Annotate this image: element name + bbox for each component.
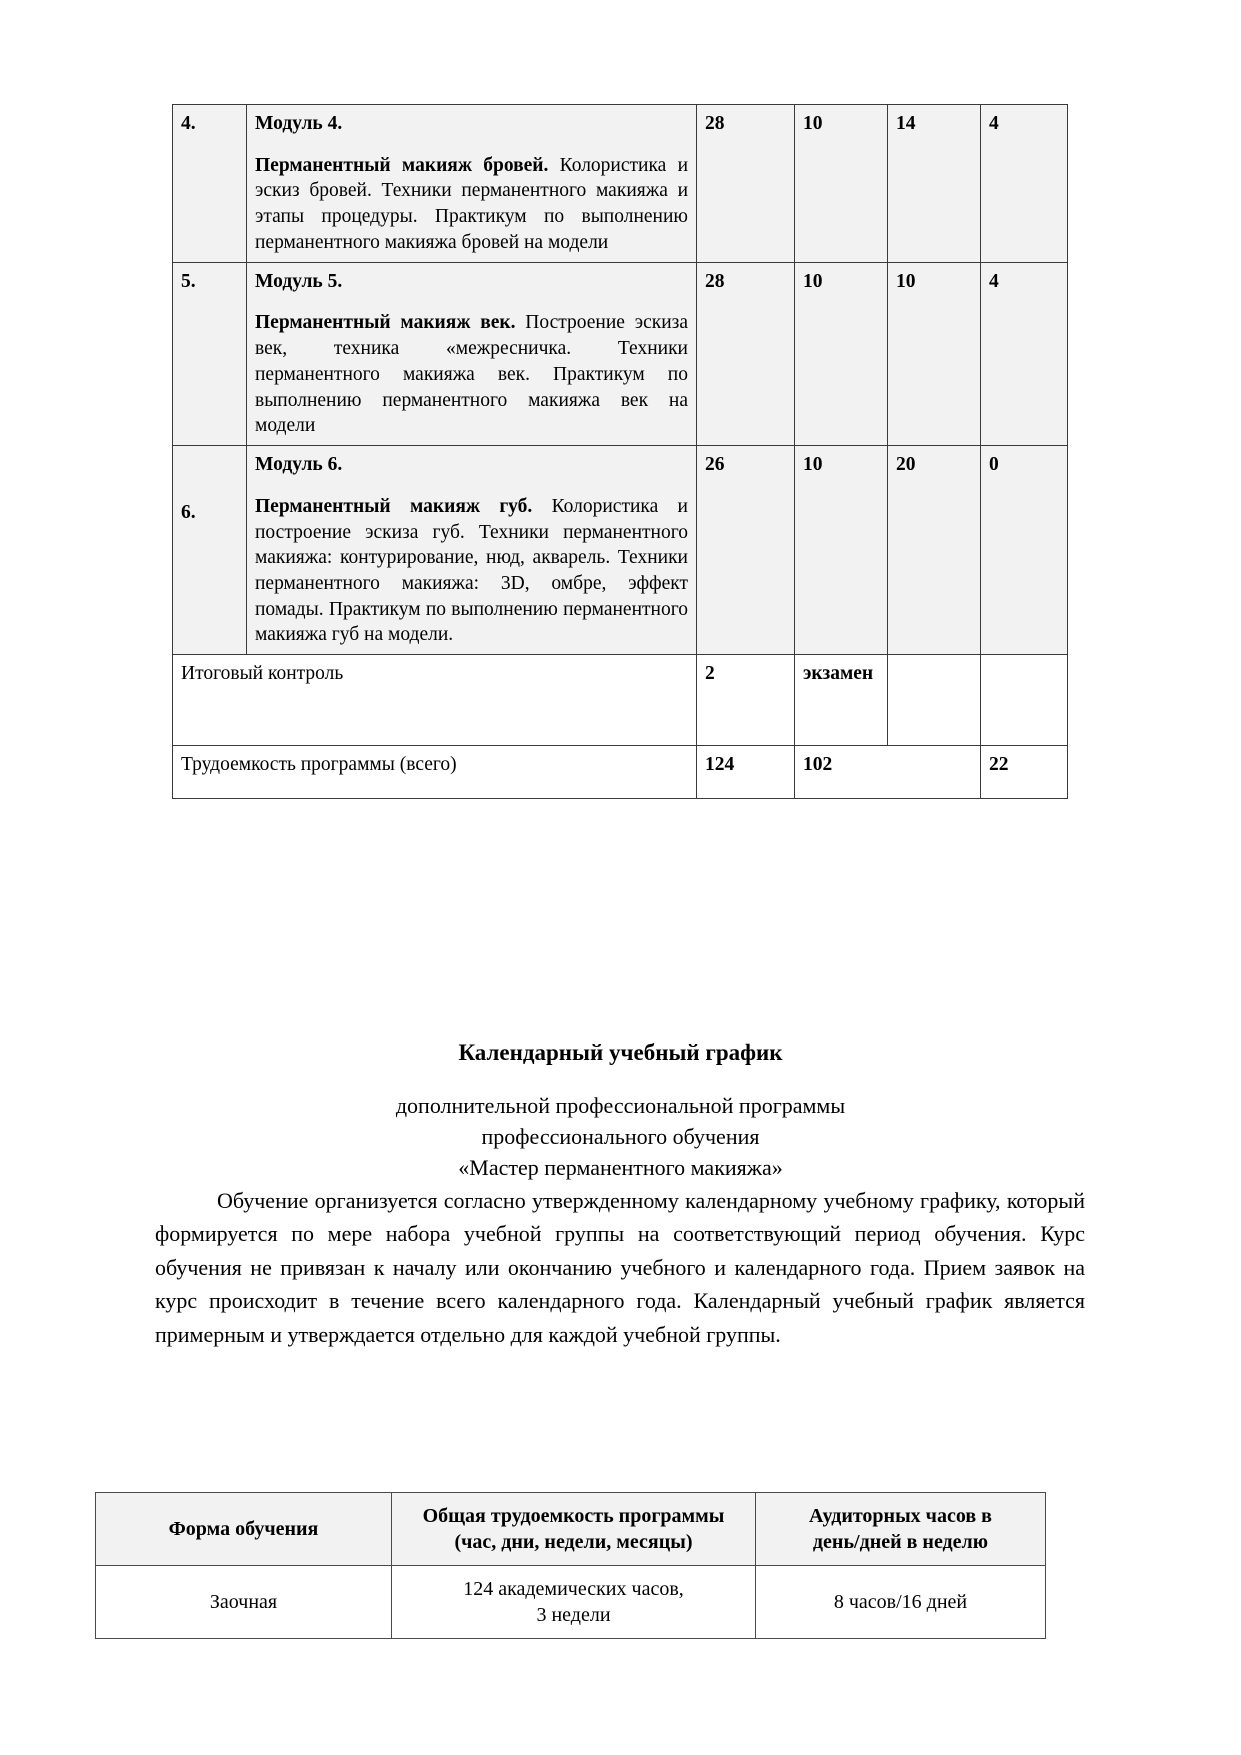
hours-practice: 20 [888,446,981,655]
hours-theory: 10 [795,262,888,445]
final-control-practice [888,655,981,746]
schedule-table [95,1492,1046,1639]
subtitle-line-2: профессионального обучения [481,1124,760,1150]
final-control-control [981,655,1068,746]
hours-theory: 10 [795,105,888,263]
schedule-header-workload [392,1493,756,1566]
schedule-hours-value: 8 часов/16 дней [756,1566,1046,1639]
final-control-label: Итоговый контроль [173,655,697,746]
hours-total: 28 [697,105,795,263]
hours-theory: 10 [795,446,888,655]
schedule-header-hours-line-2: день/дней в неделю [812,1531,989,1553]
body-paragraph: Обучение организуется согласно утвержденному календарному учебному графику, который формируется по мере набора учебной группы на соответствующий период обучения. Курс обучения не привязан к началу или окончанию учебного и календарного года. Прием заявок на курс происходит в течение всего календарного года. Календарный учебный график является примерным и утверждается отдельно для каждой учебной группы. [155,1188,1085,1347]
table-row [173,446,1068,655]
module-body-text: Колористика и построение эскиза губ. Техники перманентного макияжа: контурирование, нюд, акварель. Техники перманентного макияжа: 3D, омбре, эффект помады. Практикум по выполнению перманентного макияжа губ на модели. [255,495,688,646]
hours-control: 4 [981,105,1068,263]
hours-practice: 10 [888,262,981,445]
row-description [247,105,697,263]
module-heading: Модуль 5. [255,270,343,292]
schedule-table-container [95,1492,1045,1639]
module-body-text: Колористика и эскиз бровей. Техники перманентного макияжа и этапы процедуры. Практикум по выполнению перманентного макияжа бровей на модели [255,154,688,253]
module-body-text: Построение эскиза век, техника «межресничка. Техники перманентного макияжа век. Практикум по выполнению перманентного макияжа век на модели [255,312,688,437]
grand-total-control: 22 [981,746,1068,799]
module-bold-lead: Перманентный макияж век. [255,312,516,334]
row-index: 4. [173,105,247,263]
schedule-data-row [96,1566,1046,1639]
module-heading: Модуль 4. [255,113,343,134]
schedule-workload-value-line-2: 3 недели [536,1604,611,1626]
module-description [255,310,688,439]
row-index: 6. [173,446,247,655]
grand-total-hours: 124 [697,746,795,799]
final-control-total: 2 [697,655,795,746]
schedule-header-hours [756,1493,1046,1566]
final-control-form: экзамен [795,655,888,746]
row-description [247,262,697,445]
hours-practice: 14 [888,105,981,263]
row-description [247,446,697,655]
schedule-header-workload-line-2: (час, дни, недели, месяцы) [454,1531,693,1553]
curriculum-table-container [172,104,1067,799]
schedule-header-workload-line-1: Общая трудоемкость программы [422,1505,725,1527]
schedule-workload-value [392,1566,756,1639]
table-row [173,105,1068,263]
subtitle-line-3: «Мастер перманентного макияжа» [458,1155,783,1181]
row-index: 5. [173,262,247,445]
subtitle-line-1: дополнительной профессиональной программы [395,1093,846,1118]
grand-total-row [173,746,1068,799]
schedule-form-value: Заочная [96,1566,392,1639]
module-bold-lead: Перманентный макияж губ. [255,495,533,517]
schedule-header-form: Форма обучения [96,1493,392,1566]
module-description [255,153,688,256]
hours-control: 0 [981,446,1068,655]
curriculum-table [172,104,1068,799]
grand-total-theory: 102 [795,746,981,799]
table-row [173,262,1068,445]
page-subtitle [0,1090,1241,1184]
grand-total-label: Трудоемкость программы (всего) [173,746,697,799]
page-title: Календарный учебный график [458,1040,783,1065]
hours-total: 28 [697,262,795,445]
module-bold-lead: Перманентный макияж бровей. [255,154,549,176]
hours-control: 4 [981,262,1068,445]
schedule-workload-value-line-1: 124 академических часов, [463,1578,684,1600]
schedule-header-hours-line-1: Аудиторных часов в [809,1505,992,1527]
schedule-header-row [96,1493,1046,1566]
hours-total: 26 [697,446,795,655]
module-description [255,494,688,648]
final-control-row [173,655,1068,746]
module-heading: Модуль 6. [255,454,343,476]
